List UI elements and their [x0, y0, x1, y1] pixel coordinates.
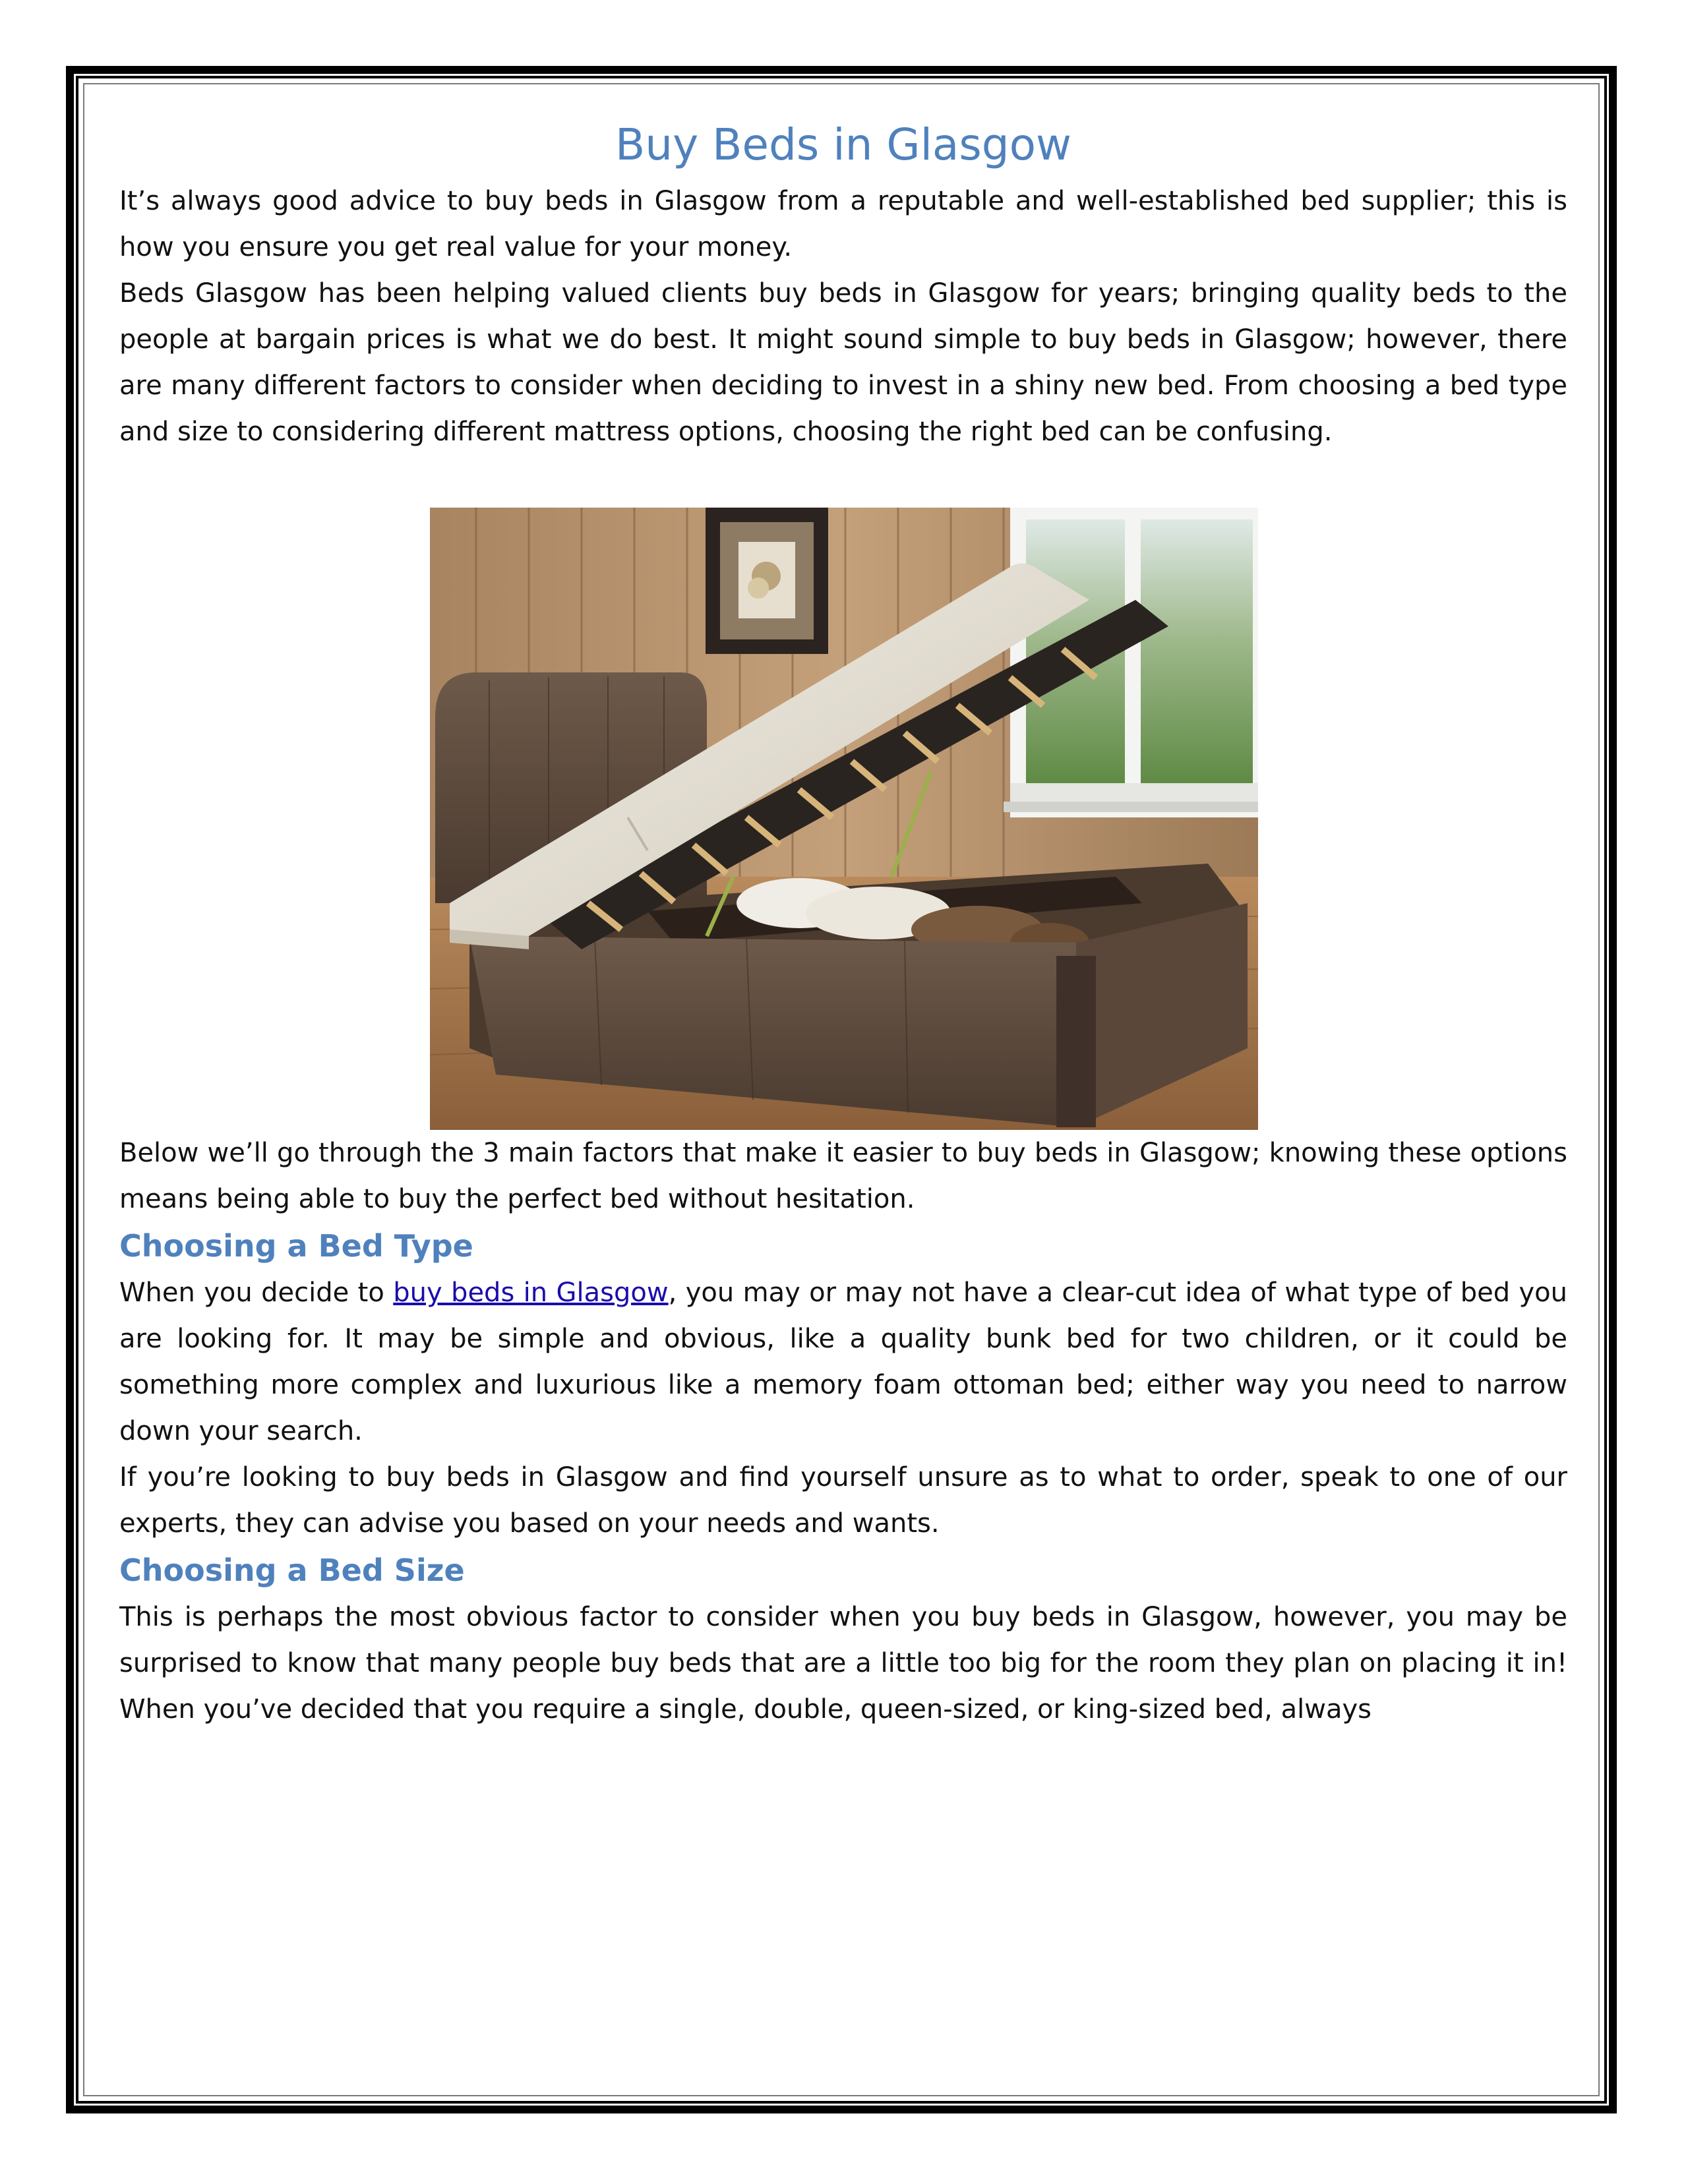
intro-paragraph-2: Beds Glasgow has been helping valued clients buy beds in Glasgow for years; bringing quality beds to the people at bargain prices is what we do best. It might sound simple to buy beds in Glasgow; however, there are many different factors to consider when deciding to invest in a shiny new bed. From choosing a bed type and size to considering different mattress options, choosing the right bed can be confusing. — [119, 278, 1567, 447]
bed-type-paragraph-2: If you’re looking to buy beds in Glasgow and find yourself unsure as to what to order, speak to one of our experts, they can advise you based on your needs and wants. — [119, 1462, 1567, 1539]
bed-type-text-after: , you may or may not have a clear-cut idea of what type of bed you are looking for. It may be simple and obvious, like a quality bunk bed for two children, or it could be something more complex and luxurious like a memory foam ottoman bed; either way you need to narrow down your search. — [119, 1278, 1568, 1446]
heading-bed-type: Choosing a Bed Type — [119, 1228, 473, 1264]
heading-bed-size: Choosing a Bed Size — [119, 1552, 465, 1588]
bed-type-text-before: When you decide to — [119, 1278, 394, 1308]
page-title: Buy Beds in Glasgow — [615, 119, 1071, 170]
buy-beds-glasgow-link[interactable]: buy beds in Glasgow — [393, 1278, 669, 1308]
document-body — [119, 112, 1567, 1732]
factors-intro-paragraph: Below we’ll go through the 3 main factors that make it easier to buy beds in Glasgow; knowing these options means being able to buy the perfect bed without hesitation. — [119, 1138, 1567, 1214]
ottoman-bed-photo — [430, 508, 1258, 1130]
intro-paragraph-1: It’s always good advice to buy beds in Glasgow from a reputable and well-established bed supplier; this is how you ensure you get real value for your money. — [119, 186, 1567, 262]
bed-type-paragraph-1 — [119, 1270, 1567, 1454]
bed-size-paragraph-1: This is perhaps the most obvious factor to consider when you buy beds in Glasgow, however, you may be surprised to know that many people buy beds that are a little too big for the room they plan on placing it in! When you’ve decided that you require a single, double, queen-sized, or king-sized bed, always — [119, 1602, 1567, 1725]
